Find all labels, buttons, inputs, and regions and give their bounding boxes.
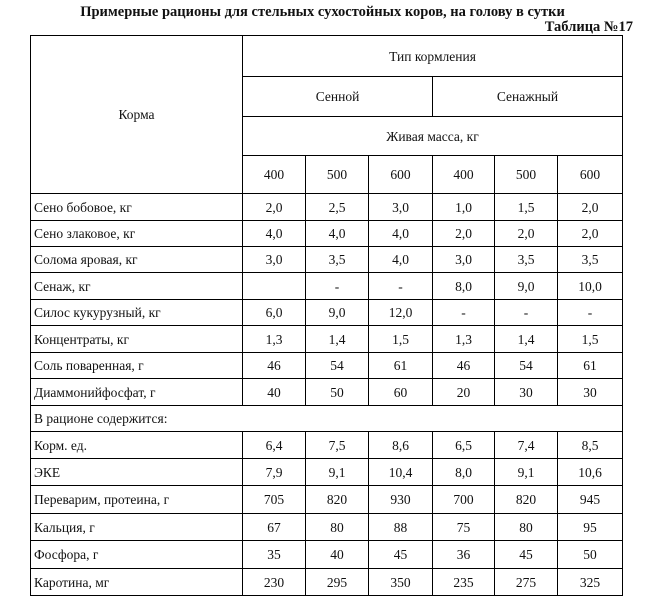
value-cell: 40 xyxy=(243,379,306,406)
value-cell: 67 xyxy=(243,514,306,541)
feed-name-cell: Силос кукурузный, кг xyxy=(31,300,243,326)
value-cell: 1,5 xyxy=(495,194,558,221)
table-row xyxy=(31,300,623,326)
value-cell: 9,0 xyxy=(495,273,558,300)
feed-name-cell: Каротина, мг xyxy=(31,569,243,596)
value-cell: 30 xyxy=(558,379,623,406)
value-cell: 10,0 xyxy=(558,273,623,300)
value-cell: 2,0 xyxy=(433,221,495,247)
value-cell: 7,9 xyxy=(243,459,306,486)
value-cell: 8,5 xyxy=(558,432,623,459)
value-cell: 325 xyxy=(558,569,623,596)
value-cell: 930 xyxy=(369,486,433,514)
table-title: Примерные рационы для стельных сухостойных коров, на голову в сутки xyxy=(80,4,565,20)
value-cell: 1,3 xyxy=(243,326,306,353)
value-cell: 3,5 xyxy=(495,247,558,273)
value-cell: 3,5 xyxy=(306,247,369,273)
value-cell: 7,4 xyxy=(495,432,558,459)
feed-name-cell: Переварим, протеина, г xyxy=(31,486,243,514)
feed-name-cell: Сено злаковое, кг xyxy=(31,221,243,247)
feed-name-cell: Корм. ед. xyxy=(31,432,243,459)
value-cell: 88 xyxy=(369,514,433,541)
table-row xyxy=(31,569,623,596)
value-cell: 235 xyxy=(433,569,495,596)
value-cell: 945 xyxy=(558,486,623,514)
weight-header: 600 xyxy=(558,156,623,194)
value-cell: 3,5 xyxy=(558,247,623,273)
table-number: Таблица №17 xyxy=(544,19,633,35)
haylage-type-header: Сенажный xyxy=(433,77,623,117)
value-cell: 30 xyxy=(495,379,558,406)
value-cell: 700 xyxy=(433,486,495,514)
value-cell: - xyxy=(306,273,369,300)
value-cell: 4,0 xyxy=(369,247,433,273)
value-cell: 46 xyxy=(243,353,306,379)
table-row xyxy=(31,379,623,406)
value-cell: 705 xyxy=(243,486,306,514)
value-cell: 3,0 xyxy=(433,247,495,273)
value-cell: 8,0 xyxy=(433,459,495,486)
value-cell: 54 xyxy=(495,353,558,379)
value-cell: 80 xyxy=(495,514,558,541)
hay-type-header: Сенной xyxy=(243,77,433,117)
value-cell: 3,0 xyxy=(243,247,306,273)
value-cell: 61 xyxy=(369,353,433,379)
value-cell: 45 xyxy=(495,541,558,569)
value-cell: 820 xyxy=(306,486,369,514)
value-cell: 2,0 xyxy=(243,194,306,221)
value-cell: 6,5 xyxy=(433,432,495,459)
value-cell: 295 xyxy=(306,569,369,596)
value-cell: 2,0 xyxy=(495,221,558,247)
feed-name-cell: Фосфора, г xyxy=(31,541,243,569)
value-cell: 50 xyxy=(306,379,369,406)
value-cell: 2,5 xyxy=(306,194,369,221)
live-weight-header: Живая масса, кг xyxy=(243,117,623,156)
value-cell: 8,0 xyxy=(433,273,495,300)
feed-name-cell: ЭКЕ xyxy=(31,459,243,486)
value-cell: 45 xyxy=(369,541,433,569)
value-cell: 4,0 xyxy=(306,221,369,247)
value-cell: 3,0 xyxy=(369,194,433,221)
value-cell: 95 xyxy=(558,514,623,541)
table-row xyxy=(31,326,623,353)
value-cell: 9,1 xyxy=(495,459,558,486)
value-cell: - xyxy=(433,300,495,326)
value-cell: 75 xyxy=(433,514,495,541)
value-cell: 60 xyxy=(369,379,433,406)
value-cell: 6,4 xyxy=(243,432,306,459)
table-row xyxy=(31,247,623,273)
feed-name-cell: Соль поваренная, г xyxy=(31,353,243,379)
feeding-type-header: Тип кормления xyxy=(243,36,623,77)
value-cell: 1,4 xyxy=(306,326,369,353)
value-cell xyxy=(243,273,306,300)
feed-name-cell: Концентраты, кг xyxy=(31,326,243,353)
value-cell: 2,0 xyxy=(558,221,623,247)
table-row xyxy=(31,194,623,221)
table-row xyxy=(31,459,623,486)
value-cell: 1,5 xyxy=(369,326,433,353)
value-cell: 4,0 xyxy=(243,221,306,247)
value-cell: 54 xyxy=(306,353,369,379)
value-cell: 820 xyxy=(495,486,558,514)
feed-name-cell: Диаммонийфосфат, г xyxy=(31,379,243,406)
value-cell: 9,1 xyxy=(306,459,369,486)
table-row xyxy=(31,353,623,379)
feed-name-cell: Сенаж, кг xyxy=(31,273,243,300)
table-row xyxy=(31,432,623,459)
table-row xyxy=(31,273,623,300)
table-row xyxy=(31,486,623,514)
value-cell: 80 xyxy=(306,514,369,541)
feed-name-cell: Кальция, г xyxy=(31,514,243,541)
value-cell: 2,0 xyxy=(558,194,623,221)
value-cell: 35 xyxy=(243,541,306,569)
table-row xyxy=(31,541,623,569)
value-cell: 6,0 xyxy=(243,300,306,326)
value-cell: 275 xyxy=(495,569,558,596)
section-label: В рационе содержится: xyxy=(31,406,623,432)
table-row xyxy=(31,221,623,247)
ration-table xyxy=(30,35,623,596)
weight-header: 600 xyxy=(369,156,433,194)
value-cell: 61 xyxy=(558,353,623,379)
feed-name-cell: Сено бобовое, кг xyxy=(31,194,243,221)
value-cell: 50 xyxy=(558,541,623,569)
value-cell: 40 xyxy=(306,541,369,569)
value-cell: 350 xyxy=(369,569,433,596)
value-cell: 10,4 xyxy=(369,459,433,486)
value-cell: 36 xyxy=(433,541,495,569)
value-cell: 12,0 xyxy=(369,300,433,326)
value-cell: - xyxy=(558,300,623,326)
feed-name-cell: Солома яровая, кг xyxy=(31,247,243,273)
value-cell: 8,6 xyxy=(369,432,433,459)
value-cell: 1,4 xyxy=(495,326,558,353)
value-cell: - xyxy=(495,300,558,326)
value-cell: 46 xyxy=(433,353,495,379)
value-cell: 9,0 xyxy=(306,300,369,326)
value-cell: 230 xyxy=(243,569,306,596)
weight-header: 400 xyxy=(433,156,495,194)
table-row xyxy=(31,514,623,541)
weight-header: 400 xyxy=(243,156,306,194)
value-cell: 4,0 xyxy=(369,221,433,247)
value-cell: 1,3 xyxy=(433,326,495,353)
value-cell: 10,6 xyxy=(558,459,623,486)
value-cell: 1,0 xyxy=(433,194,495,221)
value-cell: - xyxy=(369,273,433,300)
weight-header: 500 xyxy=(495,156,558,194)
value-cell: 1,5 xyxy=(558,326,623,353)
feed-column-header: Корма xyxy=(31,36,243,194)
value-cell: 20 xyxy=(433,379,495,406)
weight-header: 500 xyxy=(306,156,369,194)
value-cell: 7,5 xyxy=(306,432,369,459)
